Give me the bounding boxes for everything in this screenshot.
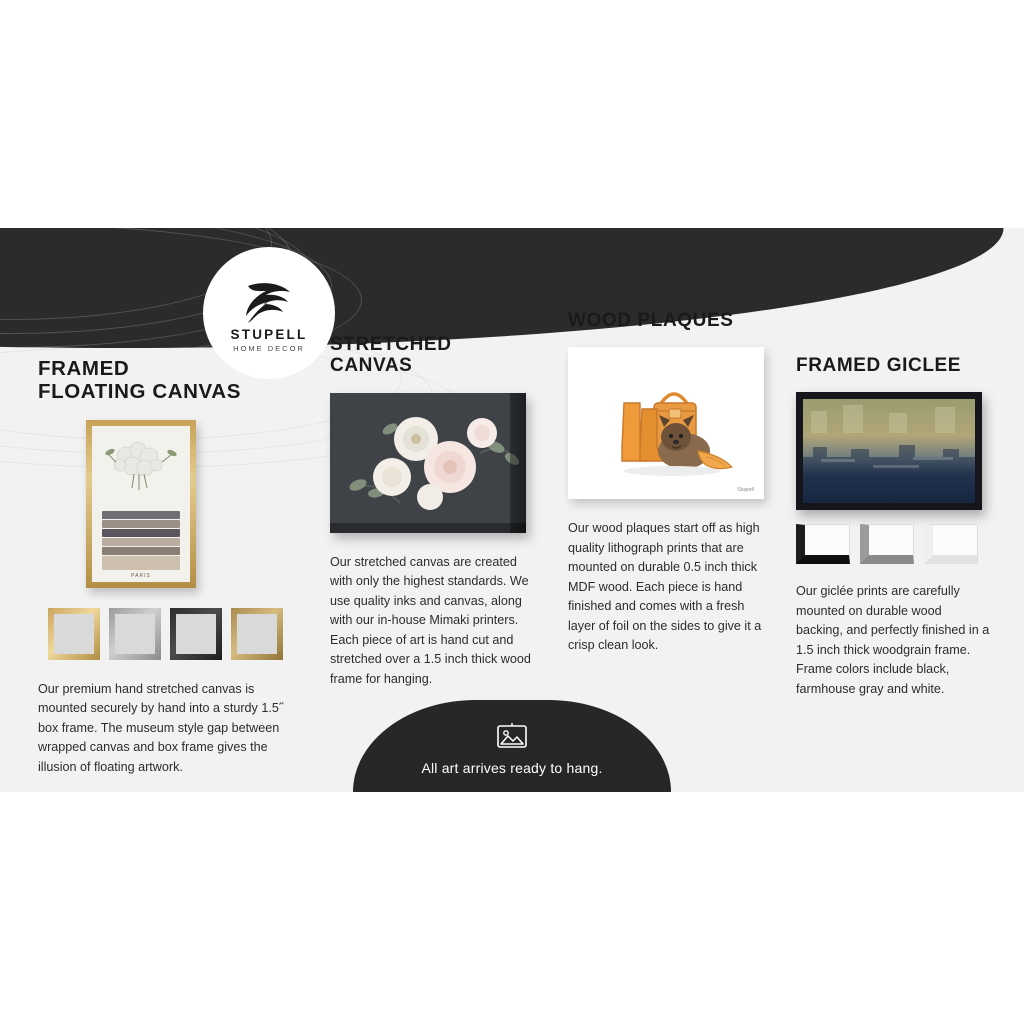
section-title-line1: FRAMED GICLEE <box>796 355 962 376</box>
white-hydrangea-bouquet-icon <box>104 440 178 502</box>
frame-corner-black[interactable] <box>796 524 850 564</box>
artist-signature: Stupell <box>737 487 754 494</box>
section-title-line2: FLOATING CANVAS <box>38 379 241 403</box>
book <box>102 520 180 528</box>
section-framed-floating-canvas <box>38 358 288 777</box>
canvas-art <box>92 426 190 582</box>
frame-corner-samples <box>796 524 992 564</box>
product-image-wood-plaque <box>568 347 764 499</box>
gold-box-frame <box>86 420 196 588</box>
swatch-gold[interactable] <box>48 608 100 660</box>
section-title-line2: CANVAS <box>330 355 413 377</box>
book <box>102 529 180 537</box>
frame-color-swatches <box>48 608 288 660</box>
book <box>102 547 180 555</box>
dog-with-handbag-and-boots-art <box>568 347 764 499</box>
product-image-framed-floating-canvas <box>86 420 288 588</box>
brand-subtitle: HOME DECOR <box>233 343 305 353</box>
canvas-bottom-edge <box>330 523 526 533</box>
book <box>102 511 180 519</box>
section-description: Our giclée prints are carefully mounted on durable wood backing, and perfectly finished in a 1.5 inch thick woodgrain frame. Frame colors include black, farmhouse gray and white. <box>796 584 990 696</box>
canvas-side-edge <box>510 393 526 533</box>
frame-corner-white[interactable] <box>924 524 978 564</box>
stupell-swan-icon <box>238 278 300 324</box>
section-title-line1: WOOD PLAQUES <box>568 310 734 331</box>
section-title <box>568 310 764 331</box>
product-image-stretched-canvas <box>330 393 526 533</box>
frame-corner-farmhouse-gray[interactable] <box>860 524 914 564</box>
abstract-art-texture <box>803 399 975 503</box>
section-title-line1: STRETCHED <box>330 334 452 355</box>
swatch-woodgrain[interactable] <box>231 608 283 660</box>
section-title <box>796 355 992 376</box>
swatch-gray[interactable] <box>109 608 161 660</box>
section-stretched-canvas <box>330 334 535 689</box>
book-base <box>102 556 180 570</box>
section-title <box>330 334 535 377</box>
floral-canvas-art <box>330 393 526 533</box>
stacked-books <box>102 510 180 579</box>
book <box>102 538 180 546</box>
section-wood-plaques <box>568 310 764 656</box>
brand-name: STUPELL <box>230 326 308 342</box>
abstract-landscape-art <box>803 399 975 503</box>
book-caption: PARIS <box>131 572 151 579</box>
brand-logo <box>203 247 335 379</box>
section-description: Our wood plaques start off as high quality lithograph prints that are mounted on durable 0.5 inch thick MDF wood. Each piece is hand finished and comes with a fresh layer of foil on the sides to give it a crisp clean look. <box>568 521 762 653</box>
section-framed-giclee <box>796 355 992 699</box>
framed-picture-icon <box>495 722 529 750</box>
section-title-line1: FRAMED <box>38 357 130 380</box>
swatch-black[interactable] <box>170 608 222 660</box>
section-description: Our premium hand stretched canvas is mounted securely by hand into a sturdy 1.5˝ box frame. The museum style gap between wrapped canvas and box frame gives the illusion of floating artwork. <box>38 681 284 774</box>
product-image-framed-giclee <box>796 392 982 510</box>
footer-text: All art arrives ready to hang. <box>421 760 603 776</box>
section-description: Our stretched canvas are created with only the highest standards. We use quality inks and canvas, along with our in-house Mimaki printers. Each piece of art is hand cut and stretched over a 1.5 inch thick wood frame for hanging. <box>330 554 531 686</box>
